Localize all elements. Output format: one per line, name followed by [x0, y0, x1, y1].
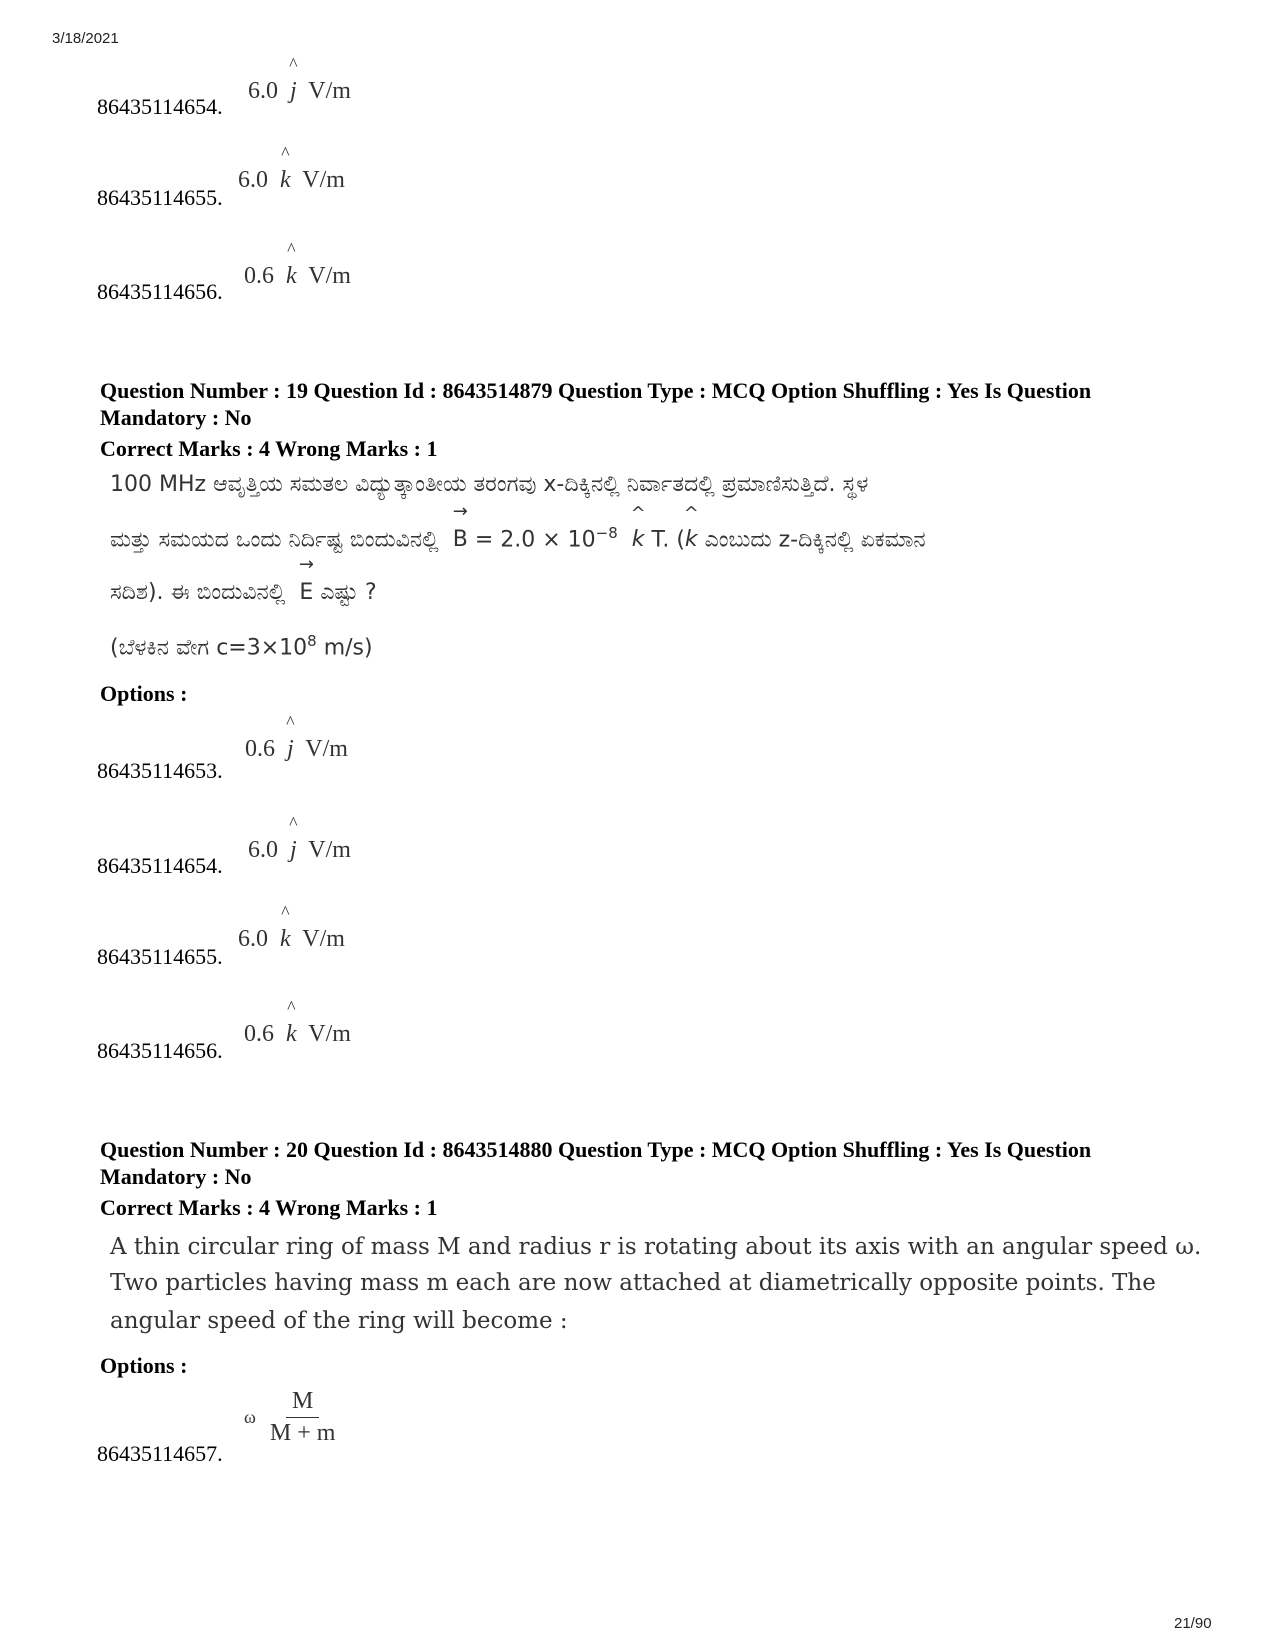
option-expression: 0.6 ^ k V/m: [244, 239, 351, 289]
unit-vector-k: ^ k: [286, 997, 297, 1047]
page-number: 21/90: [1174, 1615, 1212, 1632]
option-expression: 6.0 ^ j V/m: [248, 813, 351, 863]
option-id: 86435114654.: [97, 94, 223, 119]
option-expression: 6.0 ^ j V/m: [248, 54, 351, 104]
print-date: 3/18/2021: [52, 30, 119, 47]
options-label: Options :: [100, 1353, 188, 1378]
option-id: 86435114657.: [97, 1441, 223, 1466]
unit-vector-k: ^ k: [280, 143, 291, 193]
question-text-line: (ಬೆಳಕಿನ ವೇಗ $c=3\times 10^8$ m/s): [110, 632, 373, 661]
vector-b: → B: [452, 501, 468, 553]
options-label: Options :: [100, 681, 188, 706]
option-id: 86435114656.: [97, 279, 223, 304]
question-marks: Correct Marks : 4 Wrong Marks : 1: [100, 1195, 438, 1220]
unit-vector-k: ^ k: [683, 503, 699, 553]
option-expression: 6.0 ^ k V/m: [238, 902, 345, 952]
unit-vector-k: ^ k: [280, 902, 291, 952]
fraction: [264, 1388, 342, 1447]
fraction-denominator: M + m: [269, 1420, 336, 1446]
question-text-line: angular speed of the ring will become :: [110, 1308, 568, 1334]
option-id: 86435114655.: [97, 944, 223, 969]
option-expression: 0.6 ^ k V/m: [244, 997, 351, 1047]
question-text-line: 100 MHz ಆವೃತ್ತಿಯ ಸಮತಲ ವಿದ್ಯುತ್ಕಾಂತೀಯ ತರಂಗವು x-ದಿಕ್ಕಿನಲ್ಲಿ ನಿರ್ವಾತದಲ್ಲಿ ಪ್ರಮಾಣಿಸುತ್ತಿದೆ. ಸ್ಥಳ: [110, 472, 869, 497]
unit-vector-k: ^ k: [286, 239, 297, 289]
option-expression: 0.6 ^ j V/m: [245, 712, 348, 762]
option-id: 86435114656.: [97, 1038, 223, 1063]
option-expression: [244, 1388, 341, 1447]
question-text-line: Two particles having mass m each are now attached at diametrically opposite points. The: [110, 1270, 1156, 1296]
unit-vector-k: ^ k: [630, 503, 646, 553]
unit-vector-j: ^ j: [289, 54, 298, 104]
question-text-line: ಸದಿಶ). ಈ ಬಿಂದುವಿನಲ್ಲಿ → E ಎಷ್ಟು ?: [110, 554, 377, 605]
question-header: Question Number : 19 Question Id : 8643514879 Question Type : MCQ Option Shuffling : Yes Is Question Mandatory : No: [100, 378, 1092, 430]
fraction-numerator: M: [286, 1388, 319, 1418]
option-id: 86435114654.: [97, 853, 223, 878]
unit-vector-j: ^ j: [289, 813, 298, 863]
question-marks: Correct Marks : 4 Wrong Marks : 1: [100, 436, 438, 461]
vector-e: → E: [298, 554, 314, 605]
omega-symbol: ω: [244, 1407, 256, 1427]
question-text-line: ಮತ್ತು ಸಮಯದ ಒಂದು ನಿರ್ದಿಷ್ಟ ಬಿಂದುವಿನಲ್ಲಿ → $B = 2.0 \times 10^{-8}$ ^ k T. ( ^ k ಎಂಬುದು z-ದಿಕ್ಕಿನಲ್ಲಿ ಏಕಮಾನ: [110, 501, 926, 553]
question-header: Question Number : 20 Question Id : 8643514880 Question Type : MCQ Option Shuffling : Yes Is Question Mandatory : No: [100, 1137, 1092, 1189]
option-expression: 6.0 ^ k V/m: [238, 143, 345, 193]
option-id: 86435114655.: [97, 185, 223, 210]
option-id: 86435114653.: [97, 758, 223, 783]
question-text-line: A thin circular ring of mass M and radius r is rotating about its axis with an angular speed ω.: [110, 1234, 1202, 1260]
unit-vector-j: ^ j: [286, 712, 295, 762]
